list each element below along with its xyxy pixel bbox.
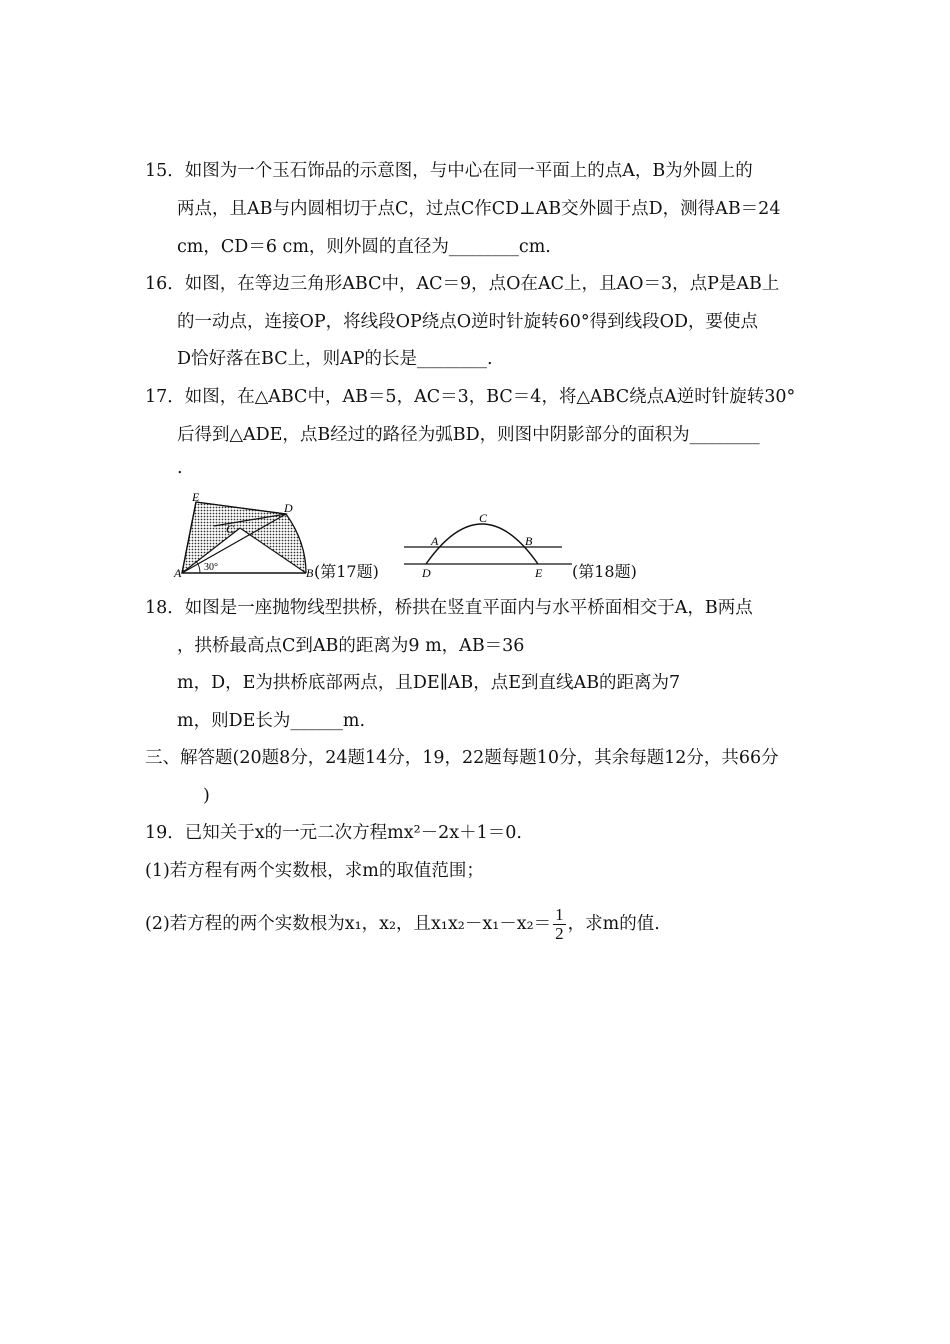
label-c: C — [226, 522, 235, 536]
label-b: B — [525, 534, 533, 548]
label-d: D — [284, 501, 293, 515]
q17-line-3: . — [177, 458, 183, 478]
q17-line-1: 17．如图，在△ABC中，AB＝5，AC＝3，BC＝4，将△ABC绕点A逆时针旋转30° — [145, 387, 796, 407]
q19-part-1: (1)若方程有两个实数根，求m的取值范围； — [145, 861, 484, 881]
q18-line-2: ，拱桥最高点C到AB的距离为9 m，AB＝36 — [177, 636, 525, 656]
q17-line-2: 后得到△ADE，点B经过的路径为弧BD，则图中阴影部分的面积为________ — [177, 425, 760, 445]
q16-line-3: D恰好落在BC上，则AP的长是________. — [177, 349, 493, 369]
q18-line-1: 18．如图是一座抛物线型拱桥，桥拱在竖直平面内与水平桥面相交于A，B两点 — [145, 598, 753, 618]
label-b: B — [306, 566, 314, 580]
parabola-arch — [426, 524, 538, 564]
q19-line-1: 19．已知关于x的一元二次方程mx²－2x＋1＝0. — [145, 823, 522, 843]
q18-line-4: m，则DE长为______m. — [177, 711, 366, 731]
q19-part-2-end: ，求m的值. — [567, 914, 660, 934]
q15-line-1: 15．如图为一个玉石饰品的示意图，与中心在同一平面上的点A，B为外圆上的 — [145, 161, 753, 181]
label-a: A — [431, 534, 439, 548]
q15-line-2: 两点，且AB与内圆相切于点C，过点C作CD⊥AB交外圆于点D，测得AB＝24 — [177, 199, 781, 219]
label-c: C — [479, 511, 488, 525]
q15-line-3: cm，CD＝6 cm，则外圆的直径为________cm. — [177, 237, 551, 257]
label-d: D — [422, 566, 431, 580]
label-a: A — [174, 566, 182, 580]
section-3-line-2: ) — [203, 786, 210, 806]
q19-part-2-text: (2)若方程的两个实数根为x₁，x₂，且x₁x₂－x₁－x₂＝ — [145, 914, 552, 934]
q16-line-1: 16．如图，在等边三角形ABC中，AC＝9，点O在AC上，且AO＝3，点P是AB上 — [145, 274, 780, 294]
section-3-line-1: 三、解答题(20题8分，24题14分，19，22题每题10分，其余每题12分，共66分 — [145, 748, 779, 768]
label-angle: 30° — [204, 562, 218, 573]
figure-18 — [400, 510, 578, 582]
label-e: E — [535, 566, 543, 580]
label-e: E — [192, 490, 200, 504]
fraction-one-half — [553, 906, 566, 943]
q18-line-3: m，D，E为拱桥底部两点，且DE∥AB，点E到直线AB的距离为7 — [177, 673, 681, 693]
q19-part-2 — [145, 904, 660, 944]
q16-line-2: 的一动点，连接OP，将线段OP绕点O逆时针旋转60°得到线段OD，要使点 — [177, 312, 758, 332]
figure-17-caption: (第17题) — [314, 562, 379, 581]
fraction-denominator: 2 — [555, 924, 564, 943]
figure-18-caption: (第18题) — [572, 562, 637, 581]
figure-17 — [170, 488, 320, 582]
fraction-numerator: 1 — [555, 905, 564, 924]
